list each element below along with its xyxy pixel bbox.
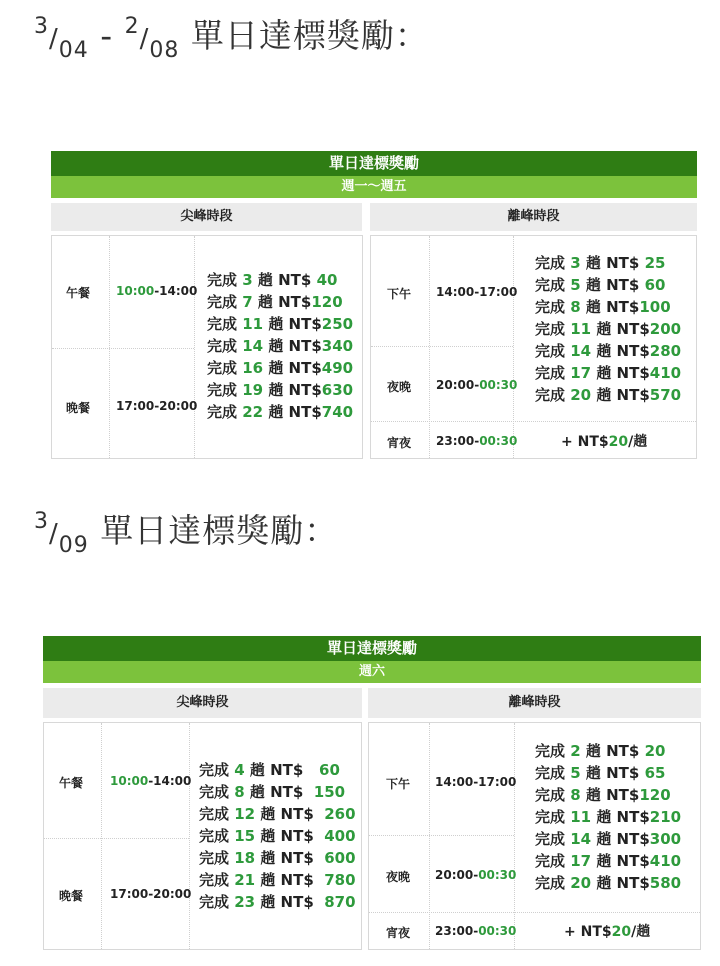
tier-pre: 完成 bbox=[535, 342, 571, 360]
tier-mid: 趟 NT$ bbox=[252, 293, 312, 311]
tier-pre: 完成 bbox=[207, 403, 243, 421]
dinner-time: 17:00-20:00 bbox=[116, 399, 198, 413]
tier-count: 4 bbox=[234, 761, 245, 779]
tier-pre: 完成 bbox=[535, 364, 571, 382]
tier-amount: 100 bbox=[639, 298, 671, 316]
tier-row bbox=[207, 269, 353, 291]
late-time: 23:00-00:30 bbox=[435, 924, 517, 938]
tier-pre: 完成 bbox=[535, 254, 571, 272]
tier-mid: 趟 NT$ bbox=[244, 783, 314, 801]
peak-header: 尖峰時段 bbox=[43, 688, 362, 718]
tier-count: 14 bbox=[570, 342, 592, 360]
tier-row bbox=[535, 274, 681, 296]
lunch-time: 10:00-14:00 bbox=[116, 284, 198, 298]
dinner-label: 晚餐 bbox=[59, 889, 84, 903]
tier-amount: 250 bbox=[321, 315, 354, 333]
tier-row bbox=[207, 313, 353, 335]
tier-pre: 完成 bbox=[207, 381, 243, 399]
tier-mid: 趟 NT$ bbox=[591, 342, 650, 360]
tier-count: 8 bbox=[570, 786, 581, 804]
tier-row bbox=[535, 384, 681, 406]
tier-count: 12 bbox=[234, 805, 256, 823]
lunch-time: 10:00-14:00 bbox=[110, 774, 192, 788]
tier-pre: 完成 bbox=[207, 315, 243, 333]
tier-count: 21 bbox=[234, 871, 256, 889]
tier-row bbox=[535, 784, 681, 806]
tier-amount: 150 bbox=[313, 783, 346, 801]
afternoon-label: 下午 bbox=[386, 777, 411, 791]
tier-row bbox=[207, 379, 353, 401]
night-time: 20:00-00:30 bbox=[435, 868, 517, 882]
section2-heading: $^3/_{09}$ 單日達標獎勵： bbox=[34, 509, 339, 558]
tier-pre: 完成 bbox=[535, 830, 571, 848]
tier-mid: 趟 NT$ bbox=[591, 852, 650, 870]
tier-mid: 趟 NT$ bbox=[255, 827, 325, 845]
late-bonus: + NT$20/趟 bbox=[564, 924, 651, 940]
late-label: 宵夜 bbox=[386, 926, 411, 940]
tier-pre: 完成 bbox=[535, 786, 571, 804]
tier-pre: 完成 bbox=[535, 874, 571, 892]
tier-row bbox=[535, 806, 681, 828]
tier-count: 16 bbox=[242, 359, 264, 377]
heading-month: 3 bbox=[34, 14, 49, 39]
tier-mid: 趟 NT$ bbox=[252, 271, 317, 289]
tier-mid: 趟 NT$ bbox=[591, 386, 650, 404]
lunch-label: 午餐 bbox=[59, 776, 84, 790]
tier-pre: 完成 bbox=[199, 893, 235, 911]
afternoon-time: 14:00-17:00 bbox=[435, 775, 517, 789]
tier-row bbox=[207, 291, 353, 313]
offpeak-tier-list bbox=[535, 740, 681, 894]
tier-row bbox=[207, 357, 353, 379]
tier-pre: 完成 bbox=[535, 320, 571, 338]
tier-count: 17 bbox=[570, 852, 592, 870]
heading-dash: - bbox=[88, 16, 125, 55]
tier-row bbox=[199, 781, 356, 803]
tier-count: 20 bbox=[570, 874, 592, 892]
tier-count: 8 bbox=[570, 298, 581, 316]
tier-row bbox=[535, 362, 681, 384]
tier-amount: 280 bbox=[649, 342, 682, 360]
tier-count: 20 bbox=[570, 386, 592, 404]
tier-count: 11 bbox=[242, 315, 264, 333]
peak-table bbox=[51, 235, 363, 459]
card-title: 單日達標獎勵 bbox=[51, 151, 697, 176]
tier-mid: 趟 NT$ bbox=[591, 808, 650, 826]
tier-pre: 完成 bbox=[535, 742, 571, 760]
tier-amount: 490 bbox=[321, 359, 354, 377]
tier-count: 5 bbox=[570, 276, 581, 294]
tier-mid: 趟 NT$ bbox=[255, 893, 325, 911]
tier-mid: 趟 NT$ bbox=[263, 359, 322, 377]
heading-day-end: 08 bbox=[149, 38, 180, 63]
tier-amount: 20 bbox=[644, 742, 666, 760]
tier-row bbox=[199, 759, 356, 781]
offpeak-table bbox=[368, 722, 701, 950]
tier-amount: 260 bbox=[324, 805, 356, 823]
tier-pre: 完成 bbox=[535, 808, 571, 826]
card-subtitle: 週六 bbox=[43, 661, 701, 683]
tier-pre: 完成 bbox=[207, 337, 243, 355]
tier-amount: 40 bbox=[316, 271, 338, 289]
reward-card-saturday bbox=[43, 636, 701, 954]
tier-row bbox=[199, 891, 356, 913]
tier-row bbox=[535, 762, 681, 784]
peak-tier-list bbox=[207, 269, 353, 423]
tier-amount: 60 bbox=[319, 761, 340, 779]
tier-amount: 210 bbox=[649, 808, 682, 826]
tier-mid: 趟 NT$ bbox=[263, 337, 322, 355]
tier-row bbox=[535, 850, 681, 872]
tier-pre: 完成 bbox=[199, 871, 235, 889]
tier-row bbox=[199, 825, 356, 847]
tier-count: 14 bbox=[570, 830, 592, 848]
card-title: 單日達標獎勵 bbox=[43, 636, 701, 661]
tier-row bbox=[535, 340, 681, 362]
dinner-time: 17:00-20:00 bbox=[110, 887, 192, 901]
tier-count: 23 bbox=[234, 893, 256, 911]
tier-pre: 完成 bbox=[535, 852, 571, 870]
tier-pre: 完成 bbox=[535, 276, 571, 294]
tier-row bbox=[535, 252, 681, 274]
tier-amount: 630 bbox=[321, 381, 354, 399]
tier-count: 7 bbox=[242, 293, 253, 311]
tier-row bbox=[535, 828, 681, 850]
late-label: 宵夜 bbox=[387, 436, 412, 450]
tier-count: 22 bbox=[242, 403, 264, 421]
tier-count: 18 bbox=[234, 849, 256, 867]
tier-amount: 60 bbox=[644, 276, 666, 294]
afternoon-label: 下午 bbox=[387, 287, 412, 301]
tier-mid: 趟 NT$ bbox=[580, 254, 645, 272]
tier-row bbox=[207, 335, 353, 357]
offpeak-header: 離峰時段 bbox=[370, 203, 697, 231]
night-label: 夜晚 bbox=[387, 380, 412, 394]
tier-mid: 趟 NT$ bbox=[255, 849, 325, 867]
lunch-label: 午餐 bbox=[66, 286, 91, 300]
tier-mid: 趟 NT$ bbox=[263, 315, 322, 333]
tier-mid: 趟 NT$ bbox=[580, 276, 645, 294]
tier-mid: 趟 NT$ bbox=[580, 298, 640, 316]
tier-mid: 趟 NT$ bbox=[591, 320, 650, 338]
tier-amount: 300 bbox=[649, 830, 682, 848]
tier-amount: 600 bbox=[324, 849, 356, 867]
tier-pre: 完成 bbox=[199, 849, 235, 867]
tier-mid: 趟 NT$ bbox=[244, 761, 320, 779]
late-time: 23:00-00:30 bbox=[436, 434, 518, 448]
tier-amount: 340 bbox=[321, 337, 354, 355]
heading-text: 單日達標獎勵： bbox=[179, 16, 429, 55]
tier-pre: 完成 bbox=[207, 271, 243, 289]
tier-mid: 趟 NT$ bbox=[263, 381, 322, 399]
tier-amount: 580 bbox=[649, 874, 682, 892]
peak-tier-list bbox=[199, 759, 356, 913]
tier-amount: 65 bbox=[644, 764, 666, 782]
tier-pre: 完成 bbox=[199, 761, 235, 779]
offpeak-header: 離峰時段 bbox=[368, 688, 701, 718]
night-label: 夜晚 bbox=[386, 870, 411, 884]
card-subtitle: 週一～週五 bbox=[51, 176, 697, 198]
tier-pre: 完成 bbox=[199, 827, 235, 845]
reward-card-weekday bbox=[51, 151, 697, 461]
tier-amount: 410 bbox=[649, 852, 682, 870]
tier-amount: 25 bbox=[644, 254, 666, 272]
tier-count: 15 bbox=[234, 827, 256, 845]
tier-amount: 740 bbox=[321, 403, 354, 421]
tier-mid: 趟 NT$ bbox=[580, 786, 640, 804]
heading-month-end: 2 bbox=[124, 14, 140, 39]
tier-amount: 780 bbox=[324, 871, 356, 889]
tier-row bbox=[535, 318, 681, 340]
heading-day: 04 bbox=[58, 38, 89, 63]
tier-pre: 完成 bbox=[207, 359, 243, 377]
tier-count: 11 bbox=[570, 320, 592, 338]
tier-amount: 400 bbox=[324, 827, 356, 845]
tier-mid: 趟 NT$ bbox=[591, 830, 650, 848]
tier-mid: 趟 NT$ bbox=[263, 403, 322, 421]
tier-row bbox=[535, 872, 681, 894]
tier-count: 19 bbox=[242, 381, 264, 399]
offpeak-table bbox=[370, 235, 697, 459]
tier-row bbox=[535, 740, 681, 762]
tier-row bbox=[535, 296, 681, 318]
section1-heading: $^3/_{04} - ^2/_{08}$ 單日達標獎勵： bbox=[34, 14, 429, 63]
tier-mid: 趟 NT$ bbox=[255, 805, 325, 823]
tier-count: 5 bbox=[570, 764, 581, 782]
tier-amount: 570 bbox=[649, 386, 682, 404]
tier-amount: 120 bbox=[639, 786, 671, 804]
tier-count: 11 bbox=[570, 808, 592, 826]
heading-text: 單日達標獎勵： bbox=[88, 511, 339, 550]
tier-mid: 趟 NT$ bbox=[255, 871, 325, 889]
tier-amount: 120 bbox=[311, 293, 343, 311]
tier-row bbox=[207, 401, 353, 423]
dinner-label: 晚餐 bbox=[66, 401, 91, 415]
tier-pre: 完成 bbox=[207, 293, 243, 311]
tier-row bbox=[199, 847, 356, 869]
tier-mid: 趟 NT$ bbox=[580, 764, 645, 782]
tier-amount: 870 bbox=[324, 893, 356, 911]
night-time: 20:00-00:30 bbox=[436, 378, 518, 392]
offpeak-tier-list bbox=[535, 252, 681, 406]
afternoon-time: 14:00-17:00 bbox=[436, 285, 518, 299]
tier-count: 14 bbox=[242, 337, 264, 355]
heading-day: 09 bbox=[58, 533, 89, 558]
tier-pre: 完成 bbox=[535, 298, 571, 316]
tier-count: 8 bbox=[234, 783, 245, 801]
tier-row bbox=[199, 869, 356, 891]
tier-pre: 完成 bbox=[535, 386, 571, 404]
tier-pre: 完成 bbox=[535, 764, 571, 782]
tier-count: 3 bbox=[242, 271, 253, 289]
heading-month: 3 bbox=[34, 509, 49, 534]
tier-mid: 趟 NT$ bbox=[580, 742, 645, 760]
late-bonus: + NT$20/趟 bbox=[561, 434, 648, 450]
tier-count: 2 bbox=[570, 742, 581, 760]
tier-amount: 410 bbox=[649, 364, 682, 382]
tier-pre: 完成 bbox=[199, 805, 235, 823]
tier-row bbox=[199, 803, 356, 825]
tier-pre: 完成 bbox=[199, 783, 235, 801]
tier-count: 17 bbox=[570, 364, 592, 382]
peak-header: 尖峰時段 bbox=[51, 203, 362, 231]
tier-count: 3 bbox=[570, 254, 581, 272]
tier-mid: 趟 NT$ bbox=[591, 364, 650, 382]
tier-amount: 200 bbox=[649, 320, 682, 338]
tier-mid: 趟 NT$ bbox=[591, 874, 650, 892]
peak-table bbox=[43, 722, 362, 950]
